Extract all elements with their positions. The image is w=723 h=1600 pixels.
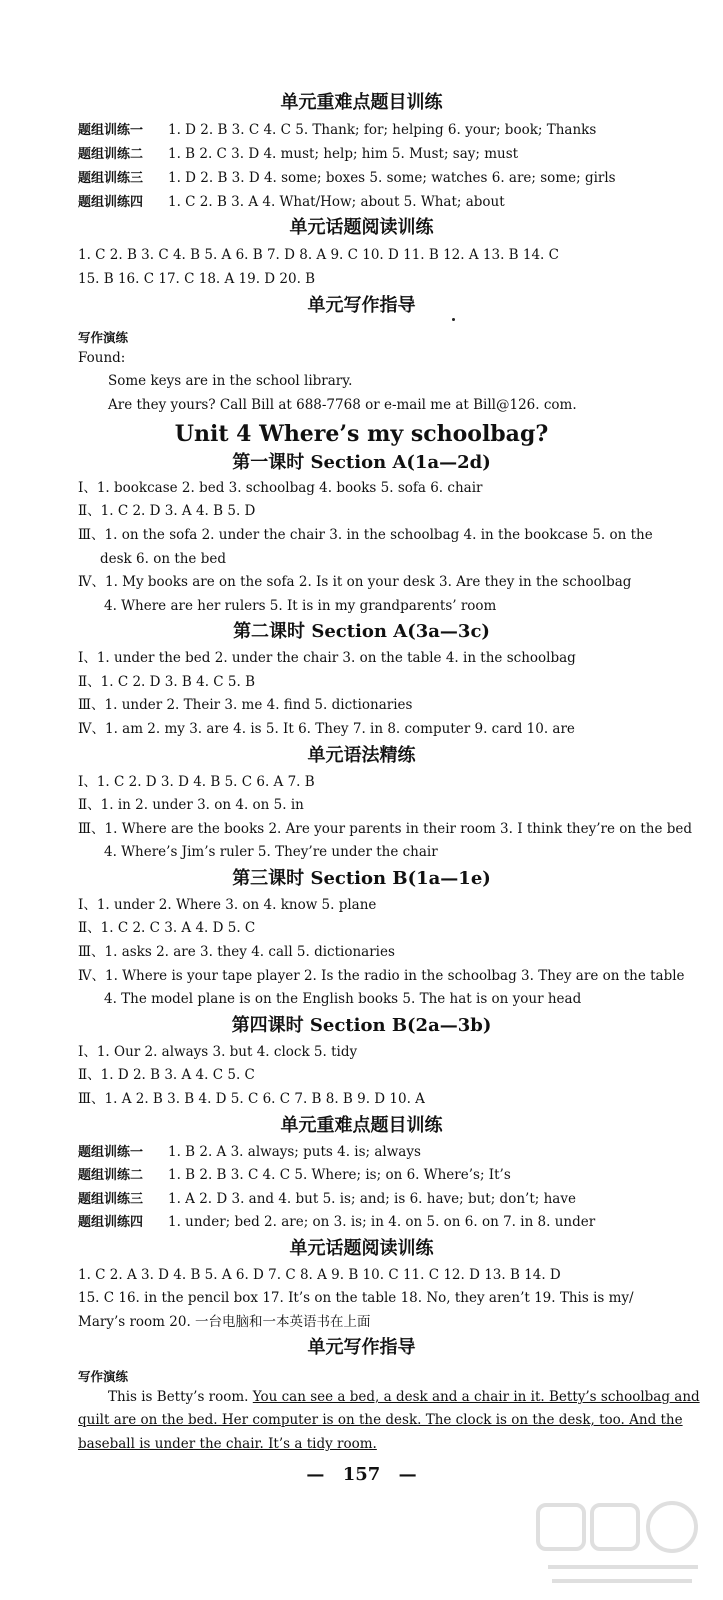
unit-title: Unit 4 Where’s my schoolbag? [174, 421, 549, 447]
watermark-logo-icon [530, 1495, 710, 1595]
writing2-underlined-1: You can see a bed, a desk and a chair in it. Betty’s schoolbag and [252, 1389, 700, 1405]
reading2-line-2: 15. C 16. in the pencil box 17. It’s on the table 18. No, they aren’t 19. This is my/ [78, 1290, 634, 1306]
writing1-line-2: Some keys are in the school library. [108, 373, 353, 389]
section-title-writing-2: 单元写作指导 [307, 1337, 416, 1358]
reading1-line-1: 1. C 2. B 3. C 4. B 5. A 6. B 7. D 8. A 9. C 10. D 11. B 12. A 13. B 14. C [78, 247, 559, 263]
writing2-label: 写作演练 [78, 1369, 129, 1384]
group-answers: 1. under; bed 2. are; on 3. is; in 4. on 5. on 6. on 7. in 8. under [168, 1214, 596, 1230]
group2-row-3 [78, 1189, 576, 1210]
group1-row-3 [78, 168, 616, 189]
lesson1-line-3: Ⅲ、1. on the sofa 2. under the chair 3. in the schoolbag 4. in the bookcase 5. on the [78, 527, 653, 543]
group-answers: 1. C 2. B 3. A 4. What/How; about 5. What; about [168, 194, 505, 210]
writing2-line-1 [108, 1387, 700, 1407]
lesson2-line-2: Ⅱ、1. C 2. D 3. B 4. C 5. B [78, 674, 256, 690]
group-label: 题组训练四 [78, 195, 144, 210]
grammar-title: 单元语法精练 [307, 745, 416, 766]
group-answers: 1. D 2. B 3. C 4. C 5. Thank; for; helping 6. your; book; Thanks [168, 122, 597, 138]
group1-row-4 [78, 192, 505, 213]
group1-row-2 [78, 144, 518, 165]
lesson4-line-3: Ⅲ、1. A 2. B 3. B 4. D 5. C 6. C 7. B 8. B 9. D 10. A [78, 1091, 425, 1107]
writing2-line-3: baseball is under the chair. It’s a tidy room. [78, 1436, 377, 1452]
lesson1-line-2: Ⅱ、1. C 2. D 3. A 4. B 5. D [78, 503, 256, 519]
grammar-line-4: 4. Where’s Jim’s ruler 5. They’re under the chair [104, 844, 438, 860]
lesson4-line-2: Ⅱ、1. D 2. B 3. A 4. C 5. C [78, 1067, 255, 1083]
lesson4-title: 第四课时 Section B(2a—3b) [231, 1015, 492, 1036]
section-title-writing-1: 单元写作指导 [307, 295, 416, 316]
group-label: 题组训练三 [78, 171, 144, 186]
group-answers: 1. A 2. D 3. and 4. but 5. is; and; is 6. have; but; don’t; have [168, 1191, 576, 1207]
grammar-line-2: Ⅱ、1. in 2. under 3. on 4. on 5. in [78, 797, 304, 813]
group-answers: 1. B 2. B 3. C 4. C 5. Where; is; on 6. Where’s; It’s [168, 1167, 511, 1183]
section-title-key-training-2: 单元重难点题目训练 [280, 1115, 443, 1136]
writing2-plain: This is Betty’s room. [108, 1389, 253, 1405]
lesson1-line-5: Ⅳ、1. My books are on the sofa 2. Is it on your desk 3. Are they in the schoolbag [78, 574, 632, 590]
group2-row-4 [78, 1212, 595, 1233]
section-title-reading-2: 单元话题阅读训练 [289, 1238, 434, 1259]
lesson2-line-3: Ⅲ、1. under 2. Their 3. me 4. find 5. dictionaries [78, 697, 413, 713]
page-number-dash-right: — [398, 1464, 417, 1485]
writing2-line-2: quilt are on the bed. Her computer is on the desk. The clock is on the desk, too. And the [78, 1412, 683, 1428]
group-label: 题组训练二 [78, 147, 144, 162]
lesson3-line-5: 4. The model plane is on the English books 5. The hat is on your head [104, 991, 582, 1007]
lesson1-line-6: 4. Where are her rulers 5. It is in my grandparents’ room [104, 598, 497, 614]
group-label: 题组训练一 [78, 1145, 144, 1160]
group-label: 题组训练二 [78, 1168, 144, 1183]
lesson3-line-4: Ⅳ、1. Where is your tape player 2. Is the radio in the schoolbag 3. They are on the table [78, 968, 685, 984]
lesson2-line-1: Ⅰ、1. under the bed 2. under the chair 3. on the table 4. in the schoolbag [78, 650, 576, 666]
grammar-line-1: Ⅰ、1. C 2. D 3. D 4. B 5. C 6. A 7. B [78, 774, 315, 790]
group2-row-2 [78, 1165, 511, 1186]
group2-row-1 [78, 1142, 421, 1163]
group-answers: 1. B 2. A 3. always; puts 4. is; always [168, 1144, 421, 1160]
lesson2-title: 第二课时 Section A(3a—3c) [233, 621, 490, 642]
lesson4-line-1: Ⅰ、1. Our 2. always 3. but 4. clock 5. tidy [78, 1044, 358, 1060]
group-label: 题组训练四 [78, 1215, 144, 1230]
reading2-line-3: Mary’s room 20. 一台电脑和一本英语书在上面 [78, 1314, 371, 1330]
lesson1-line-1: Ⅰ、1. bookcase 2. bed 3. schoolbag 4. books 5. sofa 6. chair [78, 480, 483, 496]
stray-dot [452, 318, 455, 321]
page-number-dash-left: — [306, 1464, 325, 1485]
lesson3-line-3: Ⅲ、1. asks 2. are 3. they 4. call 5. dictionaries [78, 944, 395, 960]
writing1-label: 写作演练 [78, 330, 129, 345]
writing1-line-1: Found: [78, 350, 126, 366]
group-answers: 1. D 2. B 3. D 4. some; boxes 5. some; watches 6. are; some; girls [168, 170, 616, 186]
group-label: 题组训练一 [78, 123, 144, 138]
lesson1-title: 第一课时 Section A(1a—2d) [232, 452, 491, 473]
section-title-reading-1: 单元话题阅读训练 [289, 217, 434, 238]
writing1-line-3: Are they yours? Call Bill at 688-7768 or e-mail me at Bill@126. com. [108, 397, 577, 413]
group-answers: 1. B 2. C 3. D 4. must; help; him 5. Must; say; must [168, 146, 519, 162]
group-label: 题组训练三 [78, 1192, 144, 1207]
group1-row-1 [78, 120, 596, 141]
lesson3-line-1: Ⅰ、1. under 2. Where 3. on 4. know 5. plane [78, 897, 377, 913]
lesson1-line-4: desk 6. on the bed [100, 551, 226, 567]
grammar-line-3: Ⅲ、1. Where are the books 2. Are your parents in their room 3. I think they’re on the bed [78, 821, 693, 837]
section-title-key-training-1: 单元重难点题目训练 [280, 92, 443, 113]
lesson3-line-2: Ⅱ、1. C 2. C 3. A 4. D 5. C [78, 920, 256, 936]
page-number-value: 157 [342, 1464, 381, 1485]
lesson3-title: 第三课时 Section B(1a—1e) [232, 868, 491, 889]
page-number [0, 1464, 723, 1485]
lesson2-line-4: Ⅳ、1. am 2. my 3. are 4. is 5. It 6. They 7. in 8. computer 9. card 10. are [78, 721, 575, 737]
reading2-line-1: 1. C 2. A 3. D 4. B 5. A 6. D 7. C 8. A 9. B 10. C 11. C 12. D 13. B 14. D [78, 1267, 561, 1283]
reading1-line-2: 15. B 16. C 17. C 18. A 19. D 20. B [78, 271, 316, 287]
